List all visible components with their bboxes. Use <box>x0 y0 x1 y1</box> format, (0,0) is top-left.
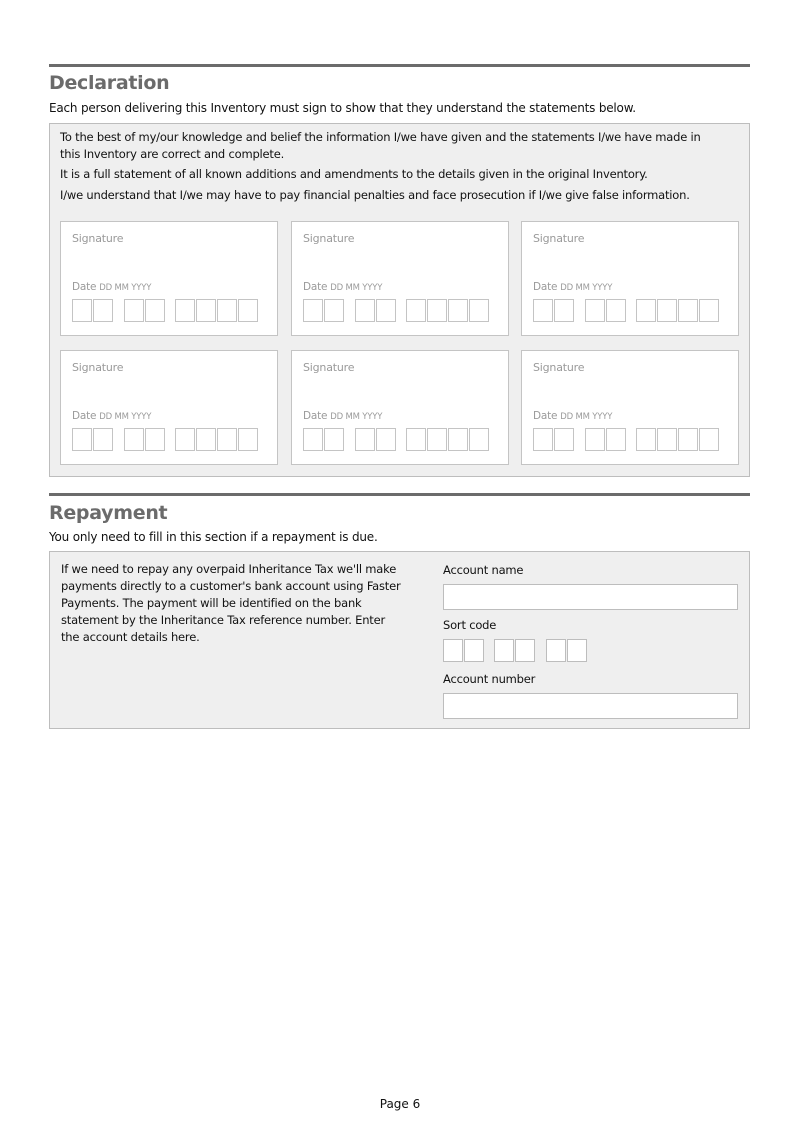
date-day-digit-2[interactable] <box>324 299 344 322</box>
date-year-digit-4[interactable] <box>469 428 489 451</box>
date-day-digit-2[interactable] <box>93 428 113 451</box>
date-day-digit-2[interactable] <box>93 299 113 322</box>
date-year-digit-3[interactable] <box>448 299 468 322</box>
date-year-digit-1[interactable] <box>406 428 426 451</box>
sort-code-digit-3[interactable] <box>494 639 514 662</box>
date-year-digit-1[interactable] <box>406 299 426 322</box>
declaration-statement-1: To the best of my/our knowledge and belief the information I/we have given and the statements I/we have made in this Inventory are correct and complete. <box>60 130 701 161</box>
date-format-hint: DD MM YYYY <box>560 412 613 422</box>
declaration-rule <box>49 64 750 67</box>
signature-label: Signature <box>72 232 124 245</box>
sort-code-digit-6[interactable] <box>567 639 587 662</box>
signature-box[interactable] <box>291 350 509 465</box>
date-year-digit-1[interactable] <box>175 299 195 322</box>
signature-box[interactable] <box>60 221 278 336</box>
date-day-digit-2[interactable] <box>554 299 574 322</box>
sort-code-digit-2[interactable] <box>464 639 484 662</box>
date-day-digit-1[interactable] <box>303 428 323 451</box>
date-month-digit-1[interactable] <box>355 299 375 322</box>
date-year-digit-2[interactable] <box>427 428 447 451</box>
date-year-digit-1[interactable] <box>636 299 656 322</box>
signature-label: Signature <box>303 361 355 374</box>
date-year-digit-4[interactable] <box>699 428 719 451</box>
declaration-statement-3: I/we understand that I/we may have to pay financial penalties and face prosecution if I/we give false information. <box>60 188 690 202</box>
date-month-digit-1[interactable] <box>355 428 375 451</box>
date-label: Date DD MM YYYY <box>303 281 383 293</box>
signature-label: Signature <box>303 232 355 245</box>
date-year-digit-4[interactable] <box>238 428 258 451</box>
account-number-input[interactable] <box>443 693 738 719</box>
sort-code-digit-5[interactable] <box>546 639 566 662</box>
declaration-statement-2: It is a full statement of all known additions and amendments to the details given in the original Inventory. <box>60 167 648 181</box>
date-year-digit-2[interactable] <box>196 428 216 451</box>
repayment-intro: You only need to fill in this section if a repayment is due. <box>49 530 378 544</box>
repayment-heading: Repayment <box>49 502 168 524</box>
date-day-digit-1[interactable] <box>303 299 323 322</box>
date-format-hint: DD MM YYYY <box>99 412 152 422</box>
date-day-digit-1[interactable] <box>72 299 92 322</box>
date-month-digit-1[interactable] <box>124 428 144 451</box>
date-year-digit-2[interactable] <box>427 299 447 322</box>
date-month-digit-1[interactable] <box>585 299 605 322</box>
date-day-digit-1[interactable] <box>533 428 553 451</box>
repayment-explanation: If we need to repay any overpaid Inheritance Tax we'll make payments directly to a customer's bank account using Faster Payments. The payment will be identified on the bank statement by the Inheritance Tax reference number. Enter the account details here. <box>61 562 401 644</box>
date-year-digit-3[interactable] <box>678 428 698 451</box>
date-format-hint: DD MM YYYY <box>330 283 383 293</box>
signature-box[interactable] <box>291 221 509 336</box>
date-year-digit-4[interactable] <box>699 299 719 322</box>
date-month-digit-1[interactable] <box>585 428 605 451</box>
signature-label: Signature <box>533 232 585 245</box>
date-day-digit-1[interactable] <box>72 428 92 451</box>
signature-box[interactable] <box>521 350 739 465</box>
date-year-digit-1[interactable] <box>175 428 195 451</box>
date-year-digit-1[interactable] <box>636 428 656 451</box>
account-name-input[interactable] <box>443 584 738 610</box>
repayment-panel <box>49 551 750 729</box>
date-year-digit-4[interactable] <box>238 299 258 322</box>
account-number-label: Account number <box>443 672 536 686</box>
date-format-hint: DD MM YYYY <box>99 283 152 293</box>
declaration-heading: Declaration <box>49 72 170 94</box>
signature-label: Signature <box>533 361 585 374</box>
date-label: Date DD MM YYYY <box>303 410 383 422</box>
signature-box[interactable] <box>60 350 278 465</box>
date-year-digit-4[interactable] <box>469 299 489 322</box>
date-label: Date DD MM YYYY <box>72 281 152 293</box>
date-format-hint: DD MM YYYY <box>330 412 383 422</box>
date-label: Date DD MM YYYY <box>533 410 613 422</box>
signature-label: Signature <box>72 361 124 374</box>
date-year-digit-2[interactable] <box>196 299 216 322</box>
repayment-rule <box>49 493 750 496</box>
date-label: Date DD MM YYYY <box>533 281 613 293</box>
date-year-digit-2[interactable] <box>657 299 677 322</box>
signature-box[interactable] <box>521 221 739 336</box>
date-year-digit-3[interactable] <box>217 428 237 451</box>
account-name-label: Account name <box>443 563 524 577</box>
date-month-digit-2[interactable] <box>376 428 396 451</box>
date-year-digit-3[interactable] <box>448 428 468 451</box>
date-day-digit-1[interactable] <box>533 299 553 322</box>
declaration-panel <box>49 123 750 477</box>
date-label: Date DD MM YYYY <box>72 410 152 422</box>
date-month-digit-2[interactable] <box>376 299 396 322</box>
date-day-digit-2[interactable] <box>324 428 344 451</box>
date-year-digit-3[interactable] <box>217 299 237 322</box>
date-day-digit-2[interactable] <box>554 428 574 451</box>
sort-code-label: Sort code <box>443 618 497 632</box>
date-month-digit-2[interactable] <box>145 299 165 322</box>
declaration-intro: Each person delivering this Inventory must sign to show that they understand the statements below. <box>49 101 636 115</box>
date-month-digit-1[interactable] <box>124 299 144 322</box>
date-format-hint: DD MM YYYY <box>560 283 613 293</box>
page-number: Page 6 <box>379 1097 421 1111</box>
date-year-digit-3[interactable] <box>678 299 698 322</box>
date-year-digit-2[interactable] <box>657 428 677 451</box>
date-month-digit-2[interactable] <box>606 428 626 451</box>
date-month-digit-2[interactable] <box>145 428 165 451</box>
date-month-digit-2[interactable] <box>606 299 626 322</box>
sort-code-digit-4[interactable] <box>515 639 535 662</box>
sort-code-digit-1[interactable] <box>443 639 463 662</box>
